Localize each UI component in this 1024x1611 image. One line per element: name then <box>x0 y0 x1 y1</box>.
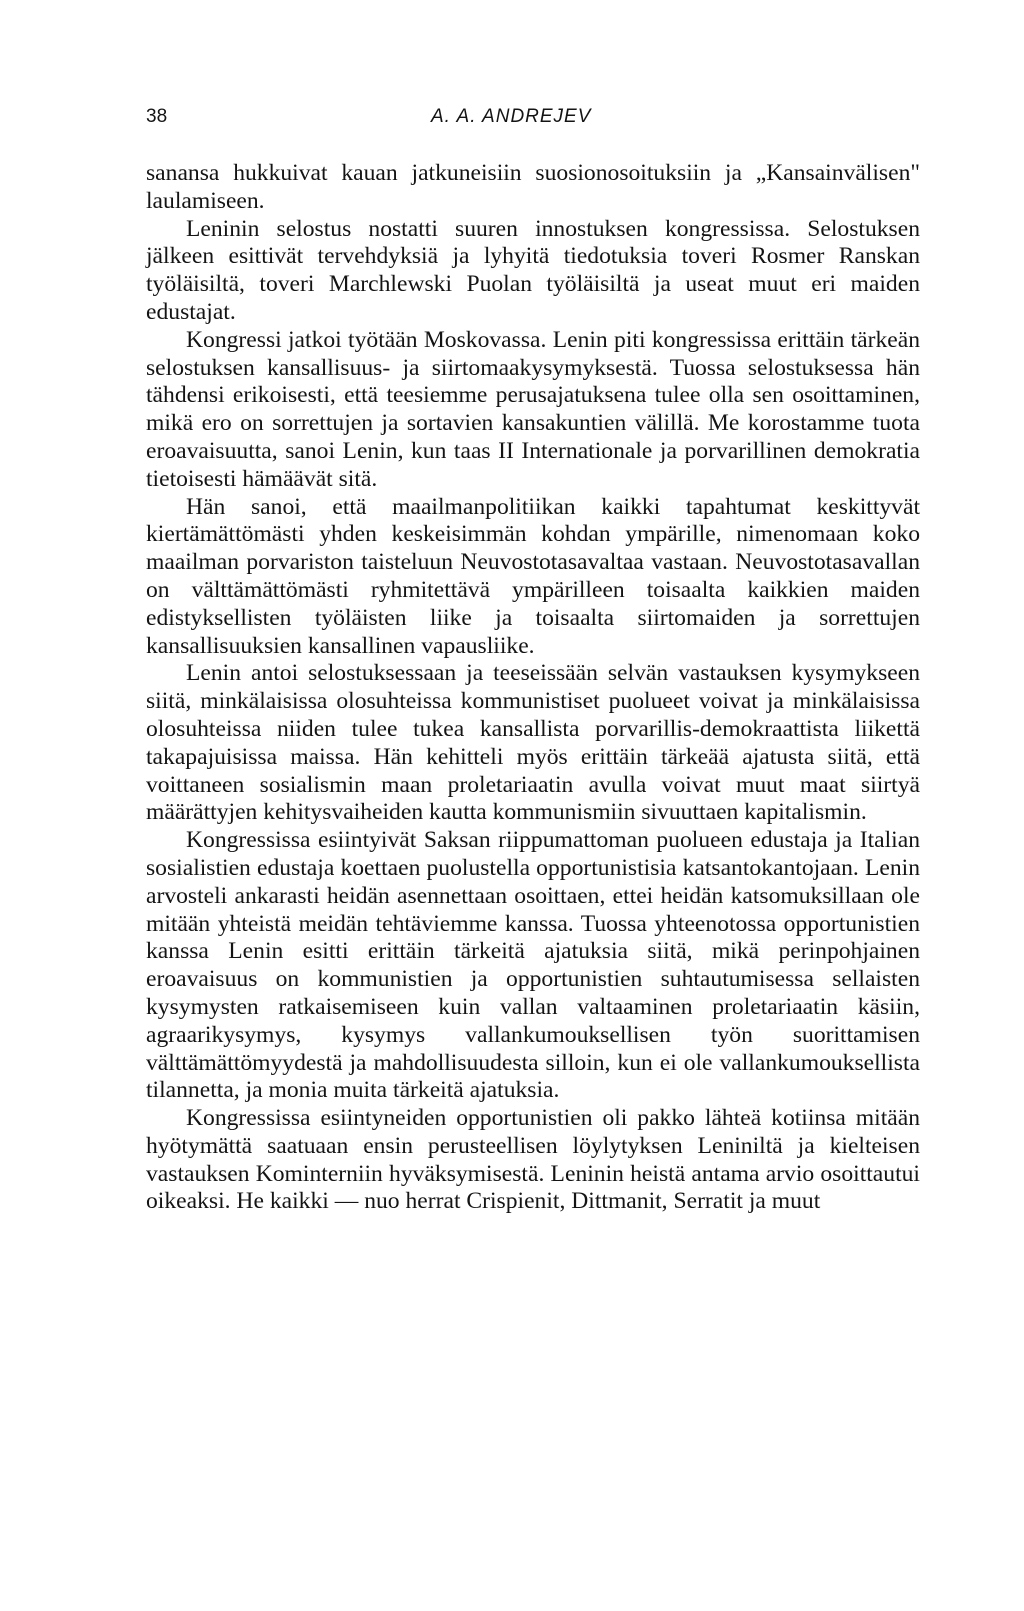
page-number: 38 <box>146 106 168 127</box>
paragraph-continued: sanansa hukkuivat kauan jatkuneisiin suosionosoituksiin ja „Kansainvälisen" laulamiseen. <box>146 160 920 214</box>
paragraph: Lenin antoi selostuksessaan ja teeseissään selvän vastauksen kysymykseen siitä, minkälaisissa olosuhteissa kommunistiset puolueet voivat ja minkälaisissa olosuhteissa niiden tulee tukea kansallista porvarillis-demokraattista liikettä takapajuisissa maissa. Hän kehitteli myös erittäin tärkeää ajatusta siitä, että voittaneen sosialismin maan proletariaatin avulla voivat muut maat siirtyä määrättyjen kehitysvaiheiden kautta kommunismiin sivuuttaen kapitalismin. <box>146 660 920 826</box>
paragraph: Kongressi jatkoi työtään Moskovassa. Lenin piti kongressissa erittäin tärkeän selostuksen kansallisuus- ja siirtomaakysymyksestä. Tuossa selostuksessa hän tähdensi erikoisesti, että teesiemme perusajatuksena tulee olla sen osoittaminen, mikä ero on sorrettujen ja sortavien kansakuntien välillä. Me korostamme tuota eroavaisuutta, sanoi Lenin, kun taas II Internationale ja porvarillinen demokratia tietoisesti hämäävät sitä. <box>146 326 920 492</box>
running-title-author: A. A. ANDREJEV <box>431 106 592 127</box>
body-text <box>146 160 920 1216</box>
paragraph-last: Kongressissa esiintyneiden opportunistien oli pakko lähteä kotiinsa mitään hyötymättä saatuaan ensin perusteellisen löylytyksen Leniniltä ja kielteisen vastauksen Kominterniin hyväksymisestä. Leninin heistä antama arvio osoittautui oikeaksi. He kaikki — nuo herrat Crispienit, Dittmanit, Serratit ja muut <box>146 1105 920 1215</box>
paragraph: Hän sanoi, että maailmanpolitiikan kaikki tapahtumat keskittyvät kiertämättömästi yhden keskeisimmän kohdan ympärille, nimenomaan koko maailman porvariston taisteluun Neuvostotasavaltaa vastaan. Neuvostotasavallan on välttämättömästi ryhmitettävä ympärilleen toisaalta kaikkien maiden edistyksellisten työläisten liike ja toisaalta siirtomaiden ja sorrettujen kansallisuuksien kansallinen vapausliike. <box>146 493 920 659</box>
running-head <box>146 106 920 140</box>
paragraph: Leninin selostus nostatti suuren innostuksen kongressissa. Selostuksen jälkeen esittivät tervehdyksiä ja lyhyitä tiedotuksia toveri Rosmer Ranskan työläisiltä, toveri Marchlewski Puolan työläisiltä ja useat muut eri maiden edustajat. <box>146 215 920 325</box>
paragraph: Kongressissa esiintyivät Saksan riippumattoman puolueen edustaja ja Italian sosialistien edustaja koettaen puolustella opportunistisia katsantokantojaan. Lenin arvosteli ankarasti heidän asennettaan osoittaen, ettei heidän katsomuksillaan ole mitään yhteistä meidän tehtäviemme kanssa. Tuossa yhteenotossa opportunistien kanssa Lenin esitti erittäin tärkeitä ajatuksia siitä, mikä perinpohjainen eroavaisuus on kommunistien ja opportunistien suhtautumisessa sellaisten kysymysten ratkaisemiseen kuin vallan valtaaminen proletariaatin käsiin, agraarikysymys, kysymys vallankumouksellisen työn suorittamisen välttämättömyydestä ja mahdollisuudesta silloin, kun ei ole vallankumouksellista tilannetta, ja monia muita tärkeitä ajatuksia. <box>146 827 920 1104</box>
book-page <box>146 106 920 1216</box>
